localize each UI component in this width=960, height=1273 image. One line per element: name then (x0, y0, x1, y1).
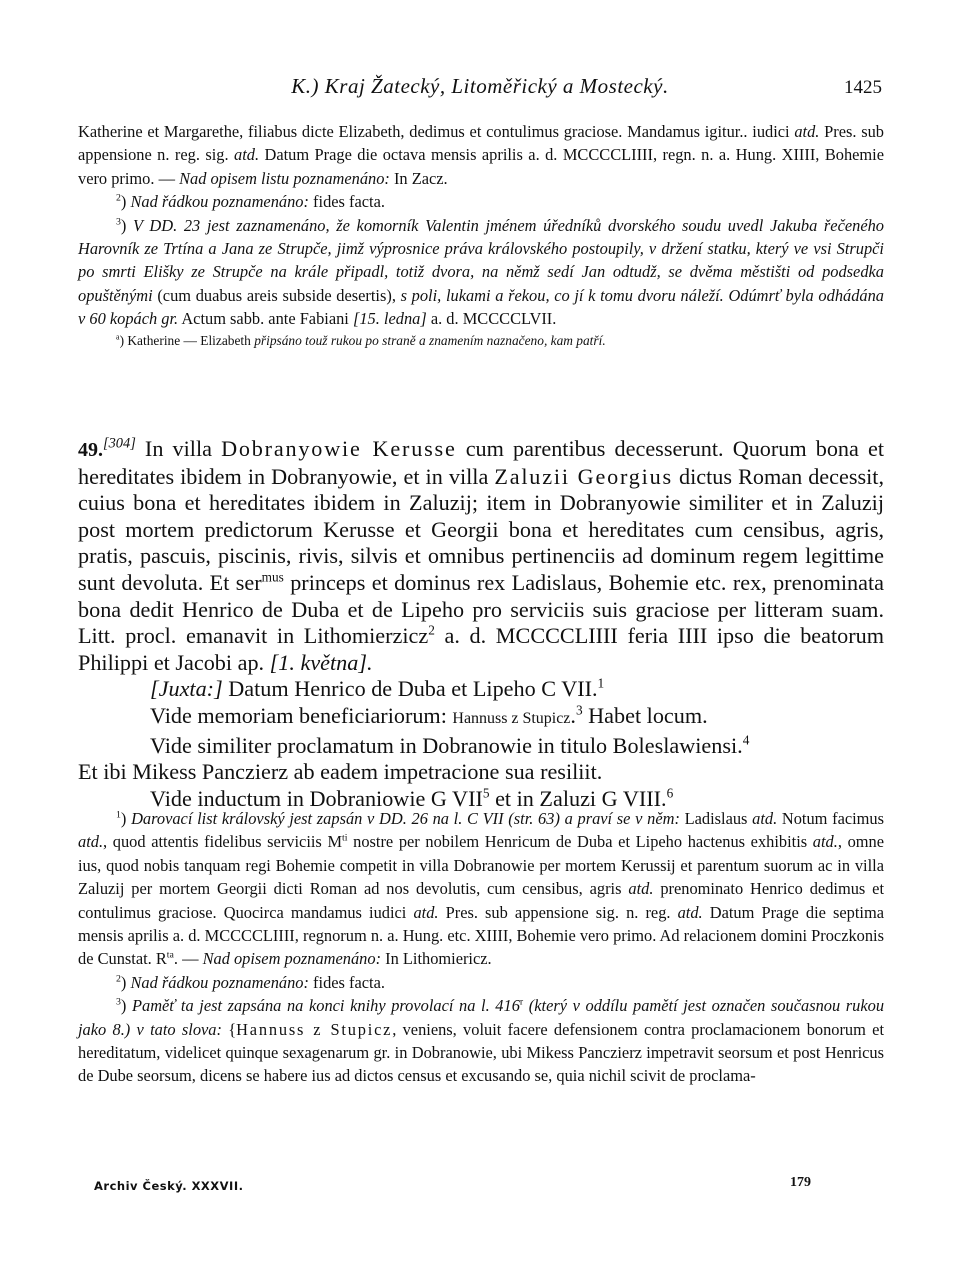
page-number: 1425 (844, 77, 882, 98)
footnote-continuation: Katherine et Margarethe, filiabus dicte Elizabeth, dedimus et contulimus graciose. Mandamus igitur.. iudici atd. Pres. sub appensione n. reg. sig. atd. Datum Prage die octava mensis aprilis a. d. MCCCCLIIII, regn. n. a. Hung. XIIII, Bohemie vero primo. — Nad opisem listu poznamenáno: In Zacz. (78, 122, 885, 188)
entry-subnumber: [304] (102, 435, 136, 452)
entry-number: 49. (78, 439, 103, 461)
running-title: K.) Kraj Žatecký, Litoměřický a Mostecký. (291, 74, 669, 98)
bottom-footnotes (78, 807, 884, 1088)
signature-mark: Archiv Český. XXXVII. (94, 1179, 244, 1193)
entry-49 (78, 436, 884, 812)
running-header (78, 74, 882, 104)
footnote-a: $^a$) Katherine — Elizabeth připsáno touž rukou po straně a znamením naznačeno, kam patří. (116, 332, 606, 348)
entry-line-juxta: [Juxta:] Datum Henrico de Duba et Lipeho C VII.$^1$ (150, 675, 605, 702)
entry-line-inductum: Vide inductum in Dobraniowie G VII$^5$ et in Zaluzi G VIII.$^6$ (150, 785, 674, 811)
entry-line-memoria: Vide memoriam beneficiariorum: Hannuss z Stupicz.$^3$ Habet locum. (150, 702, 708, 728)
top-footnotes (78, 120, 884, 351)
footnote-3: $^3$) Paměť ta jest zapsána na konci knihy provolací na l. 416$^r$ (který v oddílu pamětí jest označen současnou rukou jako 8.) v tato slova: {Hannuss z Stupicz, veniens, voluit facere defensionem contra proclamacionem bonorum et hereditatum, videlicet quinque sexagenarum gr. in Dobranowie, ubi Mikess Panczierz impetravit seorsum et post Henricus de Dube seorsum, dicens se habere ius ad dictos census et excusando se, quia nichil scivit de proclama- (78, 996, 885, 1086)
footnote-3: $^3$) V DD. 23 jest zaznamenáno, že komorník Valentin jménem úředníků dvorského soudu uvedl Jakuba řečeného Harovník ze Trtína a Jana ze Strupče, jimž výprosnice práva královského postoupily, v držení statku, který ve vsi Strupči po smrti Elišky ze Strupče na krále připadl, totiž dvora, na němž sedí Jan odtudž, se dvěma městišti od podsedka opuštěnými (cum duabus areis subside desertis), s poli, lukami a řekou, co jí k tomu dvoru náleží. Odúmrť byla odhádána v 60 kopách gr. Actum sabb. ante Fabiani [15. ledna] a. d. MCCCCLVII. (78, 215, 884, 329)
page-footer (94, 1175, 854, 1201)
entry-line-proclamatum: Vide similiter proclamatum in Dobranowie in titulo Boleslawiensi.$^4$ (150, 732, 750, 758)
entry-paragraph: 49.[304] In villa Dobranyowie Kerusse cum parentibus decesserunt. Quorum bona et hereditates ibidem in Dobranyowie, et in villa Zaluzii Georgius dictus Roman decessit, cuius bona et hereditates ibidem in Zaluzij; item in Dobranyowie similiter et in Zaluzij post mortem predictorum Kerusse et Georgii bona et hereditates cum censibus, agris, pratis, pascuis, piscinis, rivis, silvis et omnibus pertinenciis ad dominum regem legittime sunt devoluta. Et ser$^{mus}$ princeps et dominus rex Ladislaus, Bohemie etc. rex, prenominata bona dedit Henrico de Duba et de Lipeho pro serviciis suis graciose per litteram suam. Litt. procl. emanavit in Lithomierzicz$^2$ a. d. MCCCCLIIII feria IIII ipso die beatorum Philippi et Jacobi ap. [1. května]. (78, 435, 884, 675)
footnote-1: $^1$) Darovací list královský jest zapsán v DD. 26 na l. C VII (str. 63) a praví se v něm: Ladislaus atd. Notum facimus atd., quod attentis fidelibus serviciis $M^{ti}$ nostre per nobilem Henricum de Duba et Lipeho hactenus exhibitis atd., omne ius, quod nobis tanquam regi Bohemie competit in villa Dobranowie per mortem Kerussij et parentum suorum ac in villa Zaluzij per mortem Georgii dicti Roman ad nos devolutis, cum censibus, agris atd. prenominato Henrico dedimus et contulimus graciose. Quocirca mandamus iudici atd. Pres. sub appensione sig. n. reg. atd. Datum Prage die septima mensis aprilis a. d. MCCCCLIIII, regnorum n. a. Hung. etc. XIIII, Bohemie vero primo. Ad relacionem domini Proczkonis de Cunstat. $R^{ta}$. — Nad opisem poznamenáno: In Lithomiericz. (78, 809, 885, 969)
sheet-number: 179 (790, 1175, 811, 1190)
entry-line-mikess: Et ibi Mikess Panczierz ab eadem impetracione sua resiliit. (78, 759, 603, 785)
footnote-2: $^2$) Nad řádkou poznamenáno: fides facta. (116, 192, 385, 212)
footnote-2: $^2$) Nad řádkou poznamenáno: fides facta. (116, 972, 385, 992)
